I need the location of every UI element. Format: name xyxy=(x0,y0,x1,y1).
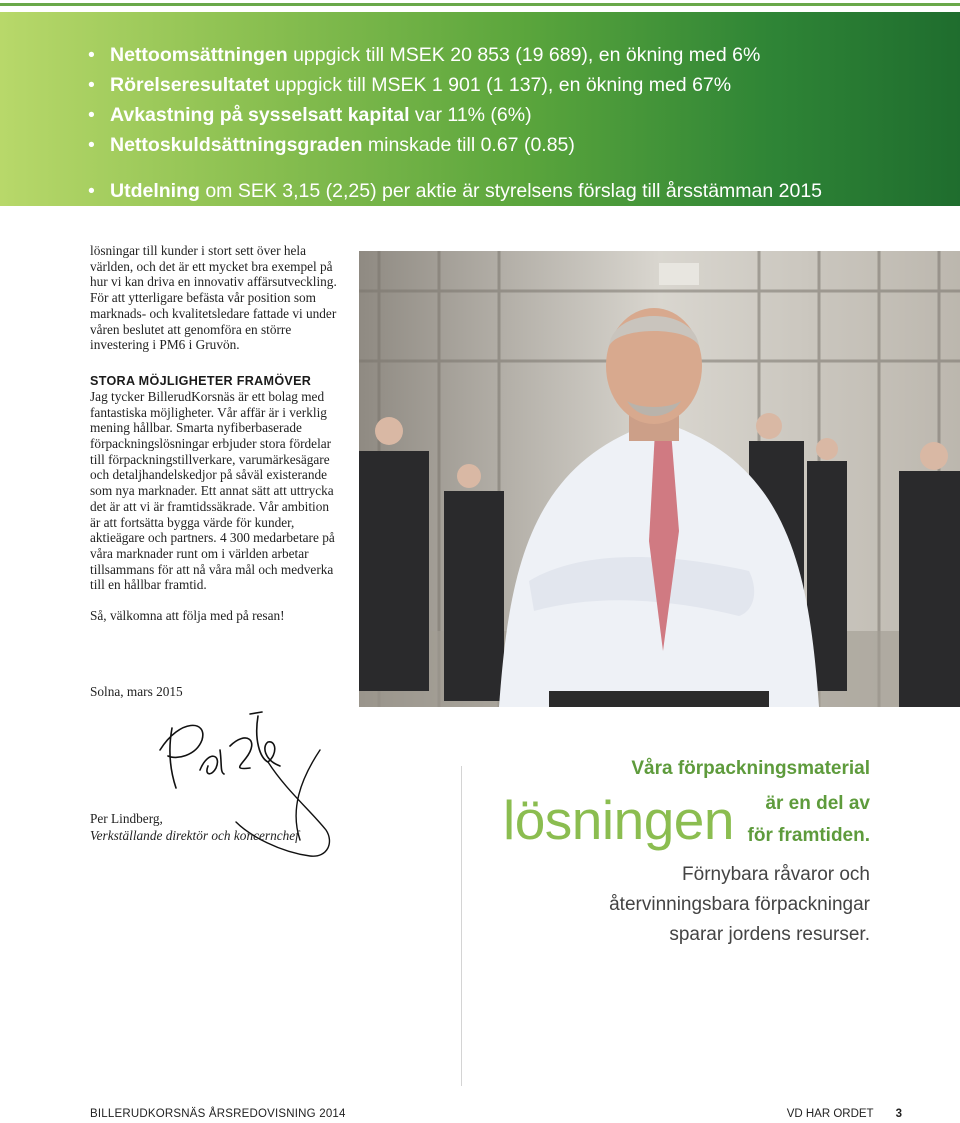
highlight-text: om SEK 3,15 (2,25) per aktie är styrelsens förslag till årsstämman 2015 xyxy=(199,180,823,202)
ceo-photo-illustration xyxy=(359,251,960,707)
signatory-name: Per Lindberg, xyxy=(90,811,163,826)
signatory-title: Verkställande direktör och koncernchef xyxy=(90,828,299,843)
pullquote-line1: Våra förpackningsmaterial xyxy=(631,758,870,779)
footer-section xyxy=(787,1108,902,1120)
highlight-term: Avkastning på sysselsatt kapital xyxy=(110,104,410,126)
place-date: Solna, mars 2015 xyxy=(90,684,183,699)
body-paragraph: lösningar till kunder i stort sett över hela världen, och det är ett mycket bra exempel på hur vi kan driva en innovativ affärsutveckling. För att ytterligare befästa vår position som marknads- och kvalitetsledare fattade vi under våren beslutet att genomföra en större investering i PM6 i Gruvön. xyxy=(90,243,337,353)
highlights-banner xyxy=(0,12,960,206)
highlights-list xyxy=(88,40,822,206)
signature xyxy=(150,710,350,870)
pullquote-subtext xyxy=(609,860,870,950)
highlight-text: uppgick till MSEK 1 901 (1 137), en ökning med 67% xyxy=(269,74,732,96)
pullquote-line2: är en del av xyxy=(765,793,870,814)
highlight-item: • Avkastning på sysselsatt kapital var 11% (6%) xyxy=(88,104,532,126)
highlight-item: • Nettoomsättningen uppgick till MSEK 20 853 (19 689), en ökning med 6% xyxy=(88,44,761,66)
pullquote-sub-line: återvinningsbara förpackningar xyxy=(609,894,870,915)
pullquote-keyword: lösningen xyxy=(503,789,734,851)
ceo-photo xyxy=(359,251,960,707)
section-heading: STORA MÖJLIGHETER FRAMÖVER xyxy=(90,373,312,388)
highlight-item: • Rörelseresultatet uppgick till MSEK 1 901 (1 137), en ökning med 67% xyxy=(88,74,732,96)
top-rule xyxy=(0,3,960,6)
signatory xyxy=(90,810,299,844)
highlight-term: Nettoomsättningen xyxy=(110,44,288,66)
highlight-term: Nettoskuldsättningsgraden xyxy=(110,134,363,156)
highlight-text: uppgick till MSEK 20 853 (19 689), en ökning med 6% xyxy=(287,44,761,66)
pullquote-line3: för framtiden. xyxy=(747,825,870,846)
pullquote-sub-line: Förnybara råvaror och xyxy=(682,864,870,885)
body-paragraph: Jag tycker BillerudKorsnäs är ett bolag med fantastiska möjligheter. Vår affär är i verklig mening hållbar. Smarta nyfiberbaserade förpackningslösningar erbjuder stora fördelar till förpackningstillverkare, varumärkesägare och detaljhandelskedjor på såväl existerande som nya marknader. Ett annat sätt att uttrycka det är att vi är framtidssäkrade. Vår ambition är att fortsätta bygga värde för kunder, aktieägare och partners. 4 300 medarbetare på våra marknader runt om i världen arbetar tillsammans för att nå våra mål och medverka till en hållbar framtid. xyxy=(90,388,335,593)
highlight-text: minskade till 0.67 (0.85) xyxy=(362,134,575,156)
body-column xyxy=(90,243,342,624)
highlight-term: Rörelseresultatet xyxy=(110,74,270,96)
highlight-item: • Utdelning om SEK 3,15 (2,25) per aktie är styrelsens förslag till årsstämman 2015 xyxy=(88,180,823,202)
footer-section-title: VD HAR ORDET xyxy=(786,1108,874,1120)
column-divider xyxy=(461,766,462,1086)
footer-publication: BILLERUDKORSNÄS ÅRSREDOVISNING 2014 xyxy=(90,1108,346,1120)
highlight-term: Utdelning xyxy=(110,180,200,202)
highlight-item: • Nettoskuldsättningsgraden minskade till 0.67 (0.85) xyxy=(88,134,575,156)
pullquote-sub-line: sparar jordens resurser. xyxy=(669,924,870,945)
page-number: 3 xyxy=(895,1108,902,1120)
welcome-line: Så, välkomna att följa med på resan! xyxy=(90,608,285,624)
highlight-text: var 11% (6%) xyxy=(409,104,532,126)
